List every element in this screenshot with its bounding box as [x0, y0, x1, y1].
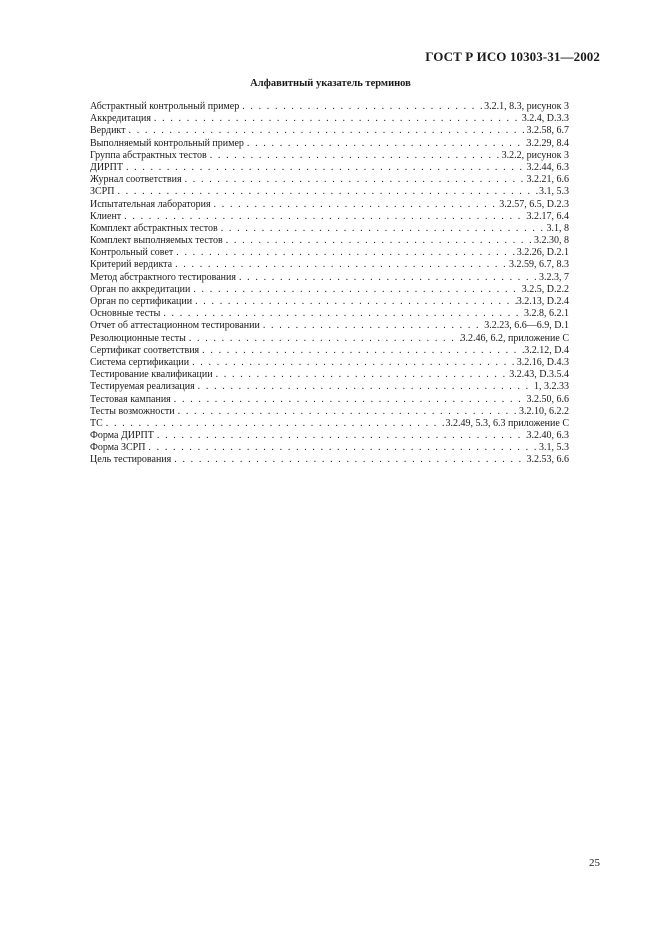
- index-term: Сертификат соответствия: [90, 344, 200, 356]
- index-term: ТС: [90, 417, 103, 429]
- index-entry: [90, 320, 569, 332]
- dot-leader: [244, 138, 527, 150]
- index-term: Резолюционные тесты: [90, 332, 186, 344]
- index-refs: 3.2.46, 6.2, приложение С: [460, 332, 569, 344]
- index-refs: 3.1, 5.3: [539, 186, 569, 198]
- index-refs: 3.2.30, 8: [534, 235, 569, 247]
- index-entry: [90, 418, 569, 430]
- dot-leader: [121, 211, 526, 223]
- dot-leader: [195, 381, 534, 393]
- index-term: Аккредитация: [90, 113, 151, 125]
- index-title: Алфавитный указатель терминов: [250, 78, 411, 89]
- index-term: Отчет об аттестационном тестировании: [90, 320, 260, 332]
- index-entry: [90, 199, 569, 211]
- index-refs: 3.2.5, D.2.2: [521, 283, 569, 295]
- index-entry: [90, 113, 569, 125]
- dot-leader: [218, 223, 547, 235]
- index-term: Абстрактный контрольный пример: [90, 101, 240, 112]
- dot-leader: [123, 162, 527, 174]
- index-refs: 3.2.23, 6.6—6.9, D.1: [484, 320, 569, 332]
- index-refs: 3.2.10, 6.2.2: [519, 405, 569, 417]
- index-entry: [90, 259, 569, 271]
- index-refs: 3.2.29, 8.4: [526, 137, 569, 149]
- dot-leader: [207, 150, 502, 162]
- index-term: Комплект выполняемых тестов: [90, 235, 223, 247]
- index-refs: 3.2.17, 6.4: [526, 210, 569, 222]
- dot-leader: [236, 272, 539, 284]
- index-refs: 3.2.2, рисунок 3: [501, 149, 569, 161]
- index-refs: 3.2.57, 6.5, D.2.3: [499, 198, 569, 210]
- index-entry: [90, 125, 569, 137]
- index-entry: [90, 235, 569, 247]
- index-entry: [90, 406, 569, 418]
- index-refs: 3.2.4, D.3.3: [521, 113, 569, 125]
- dot-leader: [154, 430, 527, 442]
- index-term: Тесты возможности: [90, 405, 175, 417]
- dot-leader: [172, 259, 509, 271]
- index-term: Критерий вердикта: [90, 259, 173, 271]
- index-entry: [90, 247, 569, 259]
- dot-leader: [213, 369, 510, 381]
- index-entry: [90, 223, 569, 235]
- dot-leader: [145, 442, 539, 454]
- dot-leader: [175, 406, 519, 418]
- document-code-header: ГОСТ Р ИСО 10303-31—2002: [425, 49, 600, 64]
- dot-leader: [192, 296, 517, 308]
- index-entry: [90, 394, 569, 406]
- dot-leader: [171, 454, 526, 466]
- index-term: Метод абстрактного тестирования: [90, 271, 236, 283]
- index-entry: [90, 138, 569, 150]
- index-refs: 3.2.53, 6.6: [526, 454, 569, 466]
- dot-leader: [223, 235, 534, 247]
- dot-leader: [126, 125, 527, 137]
- index-entry: [90, 430, 569, 442]
- index-term: Орган по сертификации: [90, 296, 193, 307]
- index-refs: 1, 3.2.33: [534, 381, 569, 393]
- dot-leader: [239, 101, 484, 113]
- index-refs: 3.1, 5.3: [539, 442, 569, 454]
- index-entry: [90, 454, 569, 466]
- index-term: Орган по аккредитации: [90, 283, 191, 295]
- index-term: Контрольный совет: [90, 247, 174, 259]
- index-refs: 3.2.40, 6.3: [526, 430, 569, 442]
- index-term: Выполняемый контрольный пример: [90, 137, 244, 149]
- index-term: Журнал соответствия: [90, 174, 182, 186]
- index-term: ДИРПТ: [90, 161, 123, 173]
- index-refs: 3.2.50, 6.6: [526, 393, 569, 405]
- index-entry: [90, 333, 569, 345]
- dot-leader: [151, 113, 522, 125]
- index-term: Тестовая кампания: [90, 393, 171, 405]
- index-refs: 3.2.12, D.4: [524, 344, 569, 356]
- index-entry: [90, 284, 569, 296]
- index-refs: 3.2.8, 6.2.1: [524, 308, 569, 320]
- index-term: ЗСРП: [90, 186, 115, 198]
- index-term: Основные тесты: [90, 308, 161, 320]
- index-refs: 3.2.43, D.3.5.4: [509, 369, 569, 381]
- index-entry: [90, 162, 569, 174]
- index-term: Группа абстрактных тестов: [90, 149, 207, 161]
- index-refs: 3.2.21, 6.6: [526, 174, 569, 186]
- index-refs: 3.2.16, D.4.3: [516, 356, 569, 368]
- index-term: Комплект абстрактных тестов: [90, 222, 218, 234]
- index-term: Система сертификации: [90, 356, 190, 368]
- index-refs: 3.2.13, D.2.4: [516, 296, 569, 307]
- index-refs: 3.1, 8: [546, 222, 569, 234]
- index-entry: [90, 211, 569, 223]
- index-entry: [90, 150, 569, 162]
- dot-leader: [114, 186, 539, 198]
- dot-leader: [211, 199, 500, 211]
- index-term: Тестирование квалификации: [90, 369, 213, 381]
- index-entry: [90, 369, 569, 381]
- dot-leader: [171, 394, 527, 406]
- dot-leader: [260, 320, 484, 332]
- index-refs: 3.2.44, 6.3: [526, 161, 569, 173]
- index-refs: 3.2.26, D.2.1: [516, 247, 569, 259]
- index-entry: [90, 381, 569, 393]
- index-term: Тестируемая реализация: [90, 381, 195, 393]
- index-entry: [90, 174, 569, 186]
- index-term: Форма ДИРПТ: [90, 430, 154, 442]
- dot-leader: [190, 284, 521, 296]
- index-entry-list: [90, 101, 569, 467]
- index-term: Вердикт: [90, 125, 126, 137]
- dot-leader: [182, 174, 527, 186]
- dot-leader: [189, 357, 517, 369]
- index-entry: [90, 357, 569, 369]
- index-entry: [90, 186, 569, 198]
- index-term: Форма ЗСРП: [90, 442, 146, 454]
- index-refs: 3.2.49, 5.3, 6.3 приложение С: [445, 417, 569, 429]
- dot-leader: [199, 345, 524, 357]
- index-refs: 3.2.1, 8.3, рисунок 3: [484, 101, 569, 112]
- dot-leader: [173, 247, 516, 259]
- index-term: Испытательная лаборатория: [90, 198, 211, 210]
- dot-leader: [186, 333, 461, 345]
- index-refs: 3.2.59, 6.7, 8.3: [509, 259, 569, 271]
- dot-leader: [103, 418, 446, 430]
- index-entry: [90, 308, 569, 320]
- index-entry: [90, 442, 569, 454]
- index-term: Клиент: [90, 210, 122, 222]
- index-entry: [90, 345, 569, 357]
- page-number: 25: [589, 857, 600, 869]
- index-term: Цель тестирования: [90, 454, 172, 466]
- index-refs: 3.2.3, 7: [539, 271, 569, 283]
- dot-leader: [160, 308, 524, 320]
- index-entry: [90, 101, 569, 113]
- index-refs: 3.2.58, 6.7: [526, 125, 569, 137]
- index-entry: [90, 296, 569, 308]
- index-entry: [90, 272, 569, 284]
